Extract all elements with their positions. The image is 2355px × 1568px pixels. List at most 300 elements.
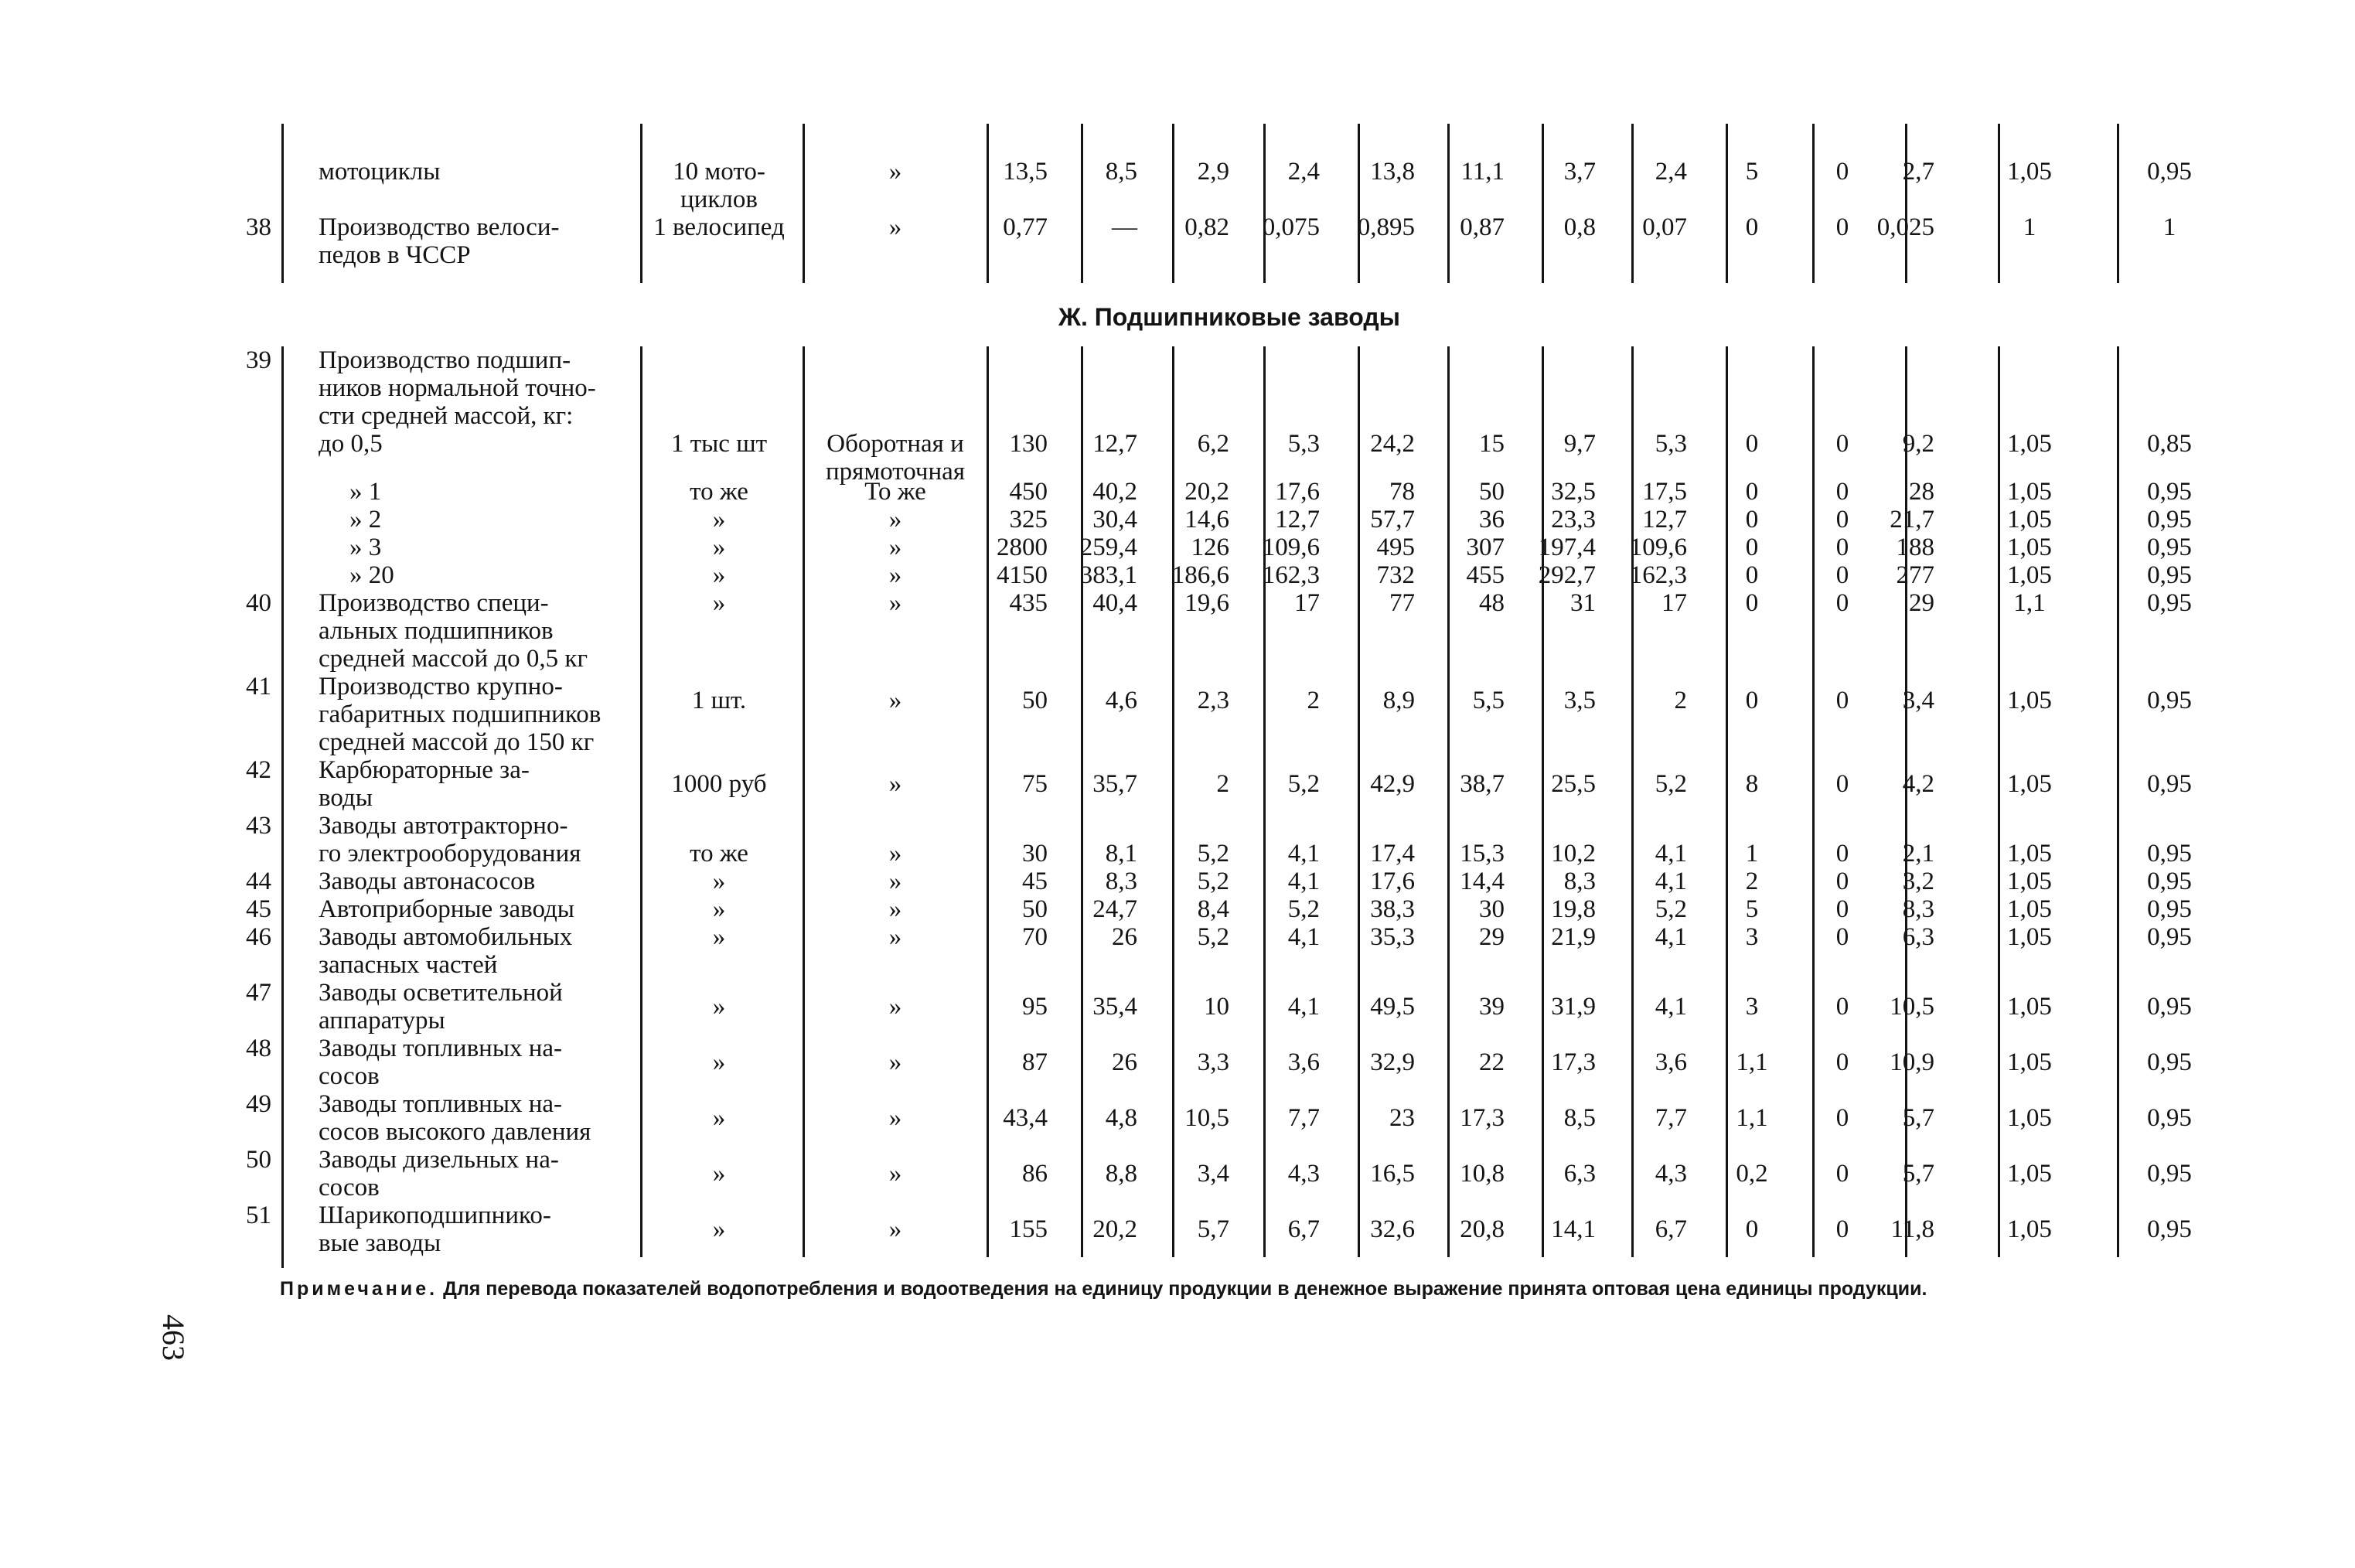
row-value: 1,05 — [2007, 895, 2052, 923]
row-value: 4,1 — [1655, 993, 1687, 1021]
row-value: 0,95 — [2147, 770, 2192, 798]
row-value: 2 — [1307, 687, 1320, 714]
row-name-line: мотоциклы — [319, 158, 441, 186]
row-value: 21,9 — [1551, 923, 1596, 951]
row-system: » — [888, 868, 902, 895]
row-value: 0,075 — [1262, 213, 1320, 241]
row-value: 8,9 — [1382, 687, 1415, 714]
row-name-line: средней массой до 150 кг — [319, 728, 595, 756]
row-value: 14,6 — [1184, 506, 1229, 533]
row-value: 0 — [1835, 770, 1849, 798]
row-value: 13,8 — [1370, 158, 1415, 186]
row-unit: 1 тыс шт — [670, 430, 768, 458]
row-value: 30 — [1022, 840, 1048, 868]
row-value: 8,5 — [1105, 158, 1137, 186]
row-unit: » — [712, 895, 726, 923]
row-unit: » — [712, 1215, 726, 1243]
row-value: 4,1 — [1287, 923, 1320, 951]
row-number: 51 — [246, 1202, 271, 1229]
row-value: 5,3 — [1655, 430, 1687, 458]
row-value: 7,7 — [1655, 1104, 1687, 1132]
row-value: 5,7 — [1902, 1160, 1934, 1188]
row-unit: » — [712, 923, 726, 951]
row-value: 1,05 — [2007, 506, 2052, 533]
row-name-line: средней массой до 0,5 кг — [319, 645, 588, 673]
row-value: 1,05 — [2007, 561, 2052, 589]
row-name-line: Автоприборные заводы — [319, 895, 574, 923]
row-value: 1,05 — [2007, 687, 2052, 714]
row-value: 2,1 — [1902, 840, 1934, 868]
column-rule — [1263, 124, 1266, 283]
row-system: То же — [864, 478, 926, 506]
row-value: 10,5 — [1184, 1104, 1229, 1132]
row-value: 6,3 — [1902, 923, 1934, 951]
row-name-line: Заводы осветительной — [319, 979, 563, 1007]
row-value: 87 — [1022, 1048, 1048, 1076]
row-value: 4,1 — [1655, 840, 1687, 868]
row-value: 732 — [1376, 561, 1415, 589]
row-value: 0,95 — [2147, 1160, 2192, 1188]
row-value: 162,3 — [1629, 561, 1687, 589]
row-unit: » — [712, 868, 726, 895]
row-value: 0 — [1835, 430, 1849, 458]
row-value: 6,7 — [1287, 1215, 1320, 1243]
row-value: 8,1 — [1105, 840, 1137, 868]
row-value: 0 — [1745, 1215, 1759, 1243]
column-rule — [987, 124, 989, 283]
row-value: 38,3 — [1370, 895, 1415, 923]
row-value: 0,895 — [1357, 213, 1415, 241]
row-value: 0 — [1835, 478, 1849, 506]
row-value: 26 — [1112, 1048, 1137, 1076]
column-rule — [1172, 346, 1174, 1257]
row-value: 5,5 — [1472, 687, 1505, 714]
column-rule — [1542, 346, 1544, 1257]
row-unit: » — [712, 561, 726, 589]
column-rule — [1542, 124, 1544, 283]
row-unit: » — [712, 1160, 726, 1188]
row-value: 57,7 — [1370, 506, 1415, 533]
row-value: 5,2 — [1287, 770, 1320, 798]
row-value: 450 — [1009, 478, 1048, 506]
column-rule — [1726, 124, 1728, 283]
row-system: » — [888, 1160, 902, 1188]
row-value: 5,2 — [1655, 895, 1687, 923]
row-value: 0,95 — [2147, 868, 2192, 895]
row-value: 30,4 — [1092, 506, 1137, 533]
row-value: 70 — [1022, 923, 1048, 951]
row-value: 16,5 — [1370, 1160, 1415, 1188]
row-value: 1 — [2162, 213, 2176, 241]
row-value: 23,3 — [1551, 506, 1596, 533]
column-rule — [1447, 124, 1450, 283]
row-value: 8,8 — [1105, 1160, 1137, 1188]
row-value: 21,7 — [1890, 506, 1934, 533]
row-system: » — [888, 993, 902, 1021]
row-name-line: габаритных подшипников — [319, 700, 602, 728]
row-value: 32,9 — [1370, 1048, 1415, 1076]
row-value: 29 — [1909, 589, 1934, 617]
column-rule — [640, 346, 642, 1257]
row-value: 1,1 — [1736, 1104, 1768, 1132]
row-value: 3,3 — [1197, 1048, 1229, 1076]
row-system: » — [888, 561, 902, 589]
row-value: 0 — [1745, 533, 1759, 561]
section-title: Ж. Подшипниковые заводы — [1058, 303, 1400, 331]
row-value: 0,95 — [2147, 589, 2192, 617]
row-value: 49,5 — [1370, 993, 1415, 1021]
row-name-line: Производство специ- — [319, 589, 549, 617]
row-value: 10,2 — [1551, 840, 1596, 868]
column-rule — [1447, 346, 1450, 1257]
row-value: 4,1 — [1287, 868, 1320, 895]
row-value: 0,95 — [2147, 1104, 2192, 1132]
row-value: 197,4 — [1538, 533, 1596, 561]
row-value: 3,2 — [1902, 868, 1934, 895]
row-value: 1,05 — [2007, 478, 2052, 506]
row-value: 14,4 — [1460, 868, 1505, 895]
row-value: 50 — [1479, 478, 1505, 506]
row-value: 25,5 — [1551, 770, 1596, 798]
row-value: 5 — [1745, 895, 1759, 923]
row-number: 39 — [246, 346, 271, 374]
page-number: 463 — [156, 1314, 191, 1361]
row-value: 0,95 — [2147, 840, 2192, 868]
row-value: 8,5 — [1563, 1104, 1596, 1132]
row-value: 1,05 — [2007, 533, 2052, 561]
column-rule — [1172, 124, 1174, 283]
row-value: 0 — [1835, 993, 1849, 1021]
row-value: 19,8 — [1551, 895, 1596, 923]
row-value: 10,9 — [1890, 1048, 1934, 1076]
row-value: 9,2 — [1902, 430, 1934, 458]
row-value: 8 — [1745, 770, 1759, 798]
row-value: 0 — [1745, 687, 1759, 714]
row-value: 30 — [1479, 895, 1505, 923]
row-value: 4,3 — [1655, 1160, 1687, 1188]
row-name-line: воды — [319, 784, 373, 812]
row-value: 5,2 — [1197, 840, 1229, 868]
column-rule — [987, 346, 989, 1257]
row-value: 17,3 — [1551, 1048, 1596, 1076]
row-system: » — [888, 1048, 902, 1076]
row-value: 0,95 — [2147, 895, 2192, 923]
row-value: 1,05 — [2007, 430, 2052, 458]
row-value: 2 — [1745, 868, 1759, 895]
row-name-line: аппаратуры — [319, 1007, 445, 1035]
row-value: 435 — [1009, 589, 1048, 617]
column-rule — [2117, 346, 2119, 1257]
column-rule — [2117, 124, 2119, 283]
row-name-line: Производство подшип- — [319, 346, 571, 374]
row-value: 3,4 — [1902, 687, 1934, 714]
row-value: 0,82 — [1184, 213, 1229, 241]
row-value: 130 — [1009, 430, 1048, 458]
row-value: 86 — [1022, 1160, 1048, 1188]
row-value: 48 — [1479, 589, 1505, 617]
row-unit: » — [712, 533, 726, 561]
row-system: » — [888, 213, 902, 241]
row-unit: то же — [690, 478, 748, 506]
row-value: 19,6 — [1184, 589, 1229, 617]
row-value: 4,1 — [1655, 868, 1687, 895]
row-name-line: » 3 — [349, 533, 382, 561]
row-name-line: ников нормальной точно- — [319, 374, 596, 402]
row-value: 0 — [1835, 213, 1849, 241]
row-system: » — [888, 158, 902, 186]
row-value: 12,7 — [1275, 506, 1320, 533]
row-name-line: вые заводы — [319, 1229, 441, 1257]
row-system: » — [888, 840, 902, 868]
row-unit: » — [712, 1048, 726, 1076]
row-value: 0 — [1835, 561, 1849, 589]
row-value: 6,7 — [1655, 1215, 1687, 1243]
row-value: 35,4 — [1092, 993, 1137, 1021]
row-value: 31 — [1570, 589, 1596, 617]
row-value: 2 — [1216, 770, 1229, 798]
row-name-line: Заводы автомобильных — [319, 923, 573, 951]
row-value: 95 — [1022, 993, 1048, 1021]
row-value: 3,6 — [1287, 1048, 1320, 1076]
row-value: 1,1 — [1736, 1048, 1768, 1076]
row-name-line: сосов — [319, 1062, 380, 1090]
row-name-line: го электрооборудования — [319, 840, 581, 868]
row-value: 22 — [1479, 1048, 1505, 1076]
row-value: 2,4 — [1655, 158, 1687, 186]
footnote — [280, 1276, 2259, 1302]
row-name-line: Шарикоподшипнико- — [319, 1202, 551, 1229]
row-name-line: альных подшипников — [319, 617, 554, 645]
row-value: 0 — [1745, 478, 1759, 506]
row-value: 12,7 — [1092, 430, 1137, 458]
row-value: 4,1 — [1655, 923, 1687, 951]
row-value: 0,87 — [1460, 213, 1505, 241]
row-value: 15,3 — [1460, 840, 1505, 868]
row-value: 0,8 — [1563, 213, 1596, 241]
column-rule — [1263, 346, 1266, 1257]
row-value: 17 — [1294, 589, 1320, 617]
column-rule — [1358, 124, 1360, 283]
column-rule — [1631, 346, 1634, 1257]
row-system: » — [888, 1215, 902, 1243]
column-rule — [640, 124, 642, 283]
row-system: » — [888, 506, 902, 533]
column-rule — [281, 346, 284, 1257]
row-number: 40 — [246, 589, 271, 617]
row-value: 3,4 — [1197, 1160, 1229, 1188]
row-value: 17,6 — [1370, 868, 1415, 895]
row-value: 0 — [1835, 158, 1849, 186]
row-value: 1,05 — [2007, 770, 2052, 798]
row-name-line: Производство крупно- — [319, 673, 563, 700]
row-value: 24,2 — [1370, 430, 1415, 458]
row-value: 0 — [1835, 1048, 1849, 1076]
row-value: 0 — [1835, 895, 1849, 923]
row-value: 32,5 — [1551, 478, 1596, 506]
row-value: 455 — [1466, 561, 1505, 589]
row-value: 8,3 — [1563, 868, 1596, 895]
row-value: 0,95 — [2147, 1215, 2192, 1243]
row-value: 109,6 — [1629, 533, 1687, 561]
row-number: 47 — [246, 979, 271, 1007]
row-value: 13,5 — [1003, 158, 1048, 186]
column-rule — [803, 124, 805, 283]
column-rule — [1812, 346, 1815, 1257]
row-number: 41 — [246, 673, 271, 700]
footnote-text: Для перевода показателей водопотребления и водоотведения на единицу продукции в денежное выражение принята оптовая цена единицы продукции. — [443, 1278, 1927, 1300]
row-value: 259,4 — [1079, 533, 1137, 561]
row-value: 1,05 — [2007, 868, 2052, 895]
row-value: 1 — [2023, 213, 2036, 241]
row-unit: 1 шт. — [691, 687, 747, 714]
row-system: » — [888, 895, 902, 923]
row-value: 0,95 — [2147, 506, 2192, 533]
row-value: 5,2 — [1655, 770, 1687, 798]
row-value: 26 — [1112, 923, 1137, 951]
row-unit: циклов — [680, 186, 758, 213]
row-name-line: Заводы дизельных на- — [319, 1146, 559, 1174]
row-number: 43 — [246, 812, 271, 840]
row-value: 17,5 — [1642, 478, 1687, 506]
row-value: 383,1 — [1079, 561, 1137, 589]
row-value: 2 — [1674, 687, 1687, 714]
row-value: 9,7 — [1563, 430, 1596, 458]
row-value: 1 — [1745, 840, 1759, 868]
row-value: 5,2 — [1287, 895, 1320, 923]
row-unit: » — [712, 993, 726, 1021]
row-value: 45 — [1022, 868, 1048, 895]
row-number: 49 — [246, 1090, 271, 1118]
column-rule — [1726, 346, 1728, 1257]
row-value: 0,95 — [2147, 993, 2192, 1021]
row-value: 0,95 — [2147, 533, 2192, 561]
row-value: 17 — [1661, 589, 1687, 617]
row-value: 5,3 — [1287, 430, 1320, 458]
row-value: 50 — [1022, 895, 1048, 923]
row-value: 0 — [1835, 1215, 1849, 1243]
row-number: 42 — [246, 756, 271, 784]
row-value: 8,3 — [1105, 868, 1137, 895]
row-name-line: » 2 — [349, 506, 382, 533]
column-rule — [1812, 124, 1815, 283]
row-value: 23 — [1389, 1104, 1415, 1132]
row-value: 7,7 — [1287, 1104, 1320, 1132]
row-value: 10,8 — [1460, 1160, 1505, 1188]
row-value: 75 — [1022, 770, 1048, 798]
row-value: — — [1112, 213, 1137, 241]
row-value: 0,95 — [2147, 923, 2192, 951]
row-value: 42,9 — [1370, 770, 1415, 798]
row-system: » — [888, 589, 902, 617]
column-rule — [1631, 124, 1634, 283]
row-system: » — [888, 770, 902, 798]
row-value: 1,05 — [2007, 993, 2052, 1021]
row-value: 0 — [1835, 923, 1849, 951]
row-name-line: Производство велоси- — [319, 213, 560, 241]
row-value: 1,05 — [2007, 840, 2052, 868]
row-value: 3,7 — [1563, 158, 1596, 186]
row-value: 2,3 — [1197, 687, 1229, 714]
row-name-line: до 0,5 — [319, 430, 383, 458]
row-value: 15 — [1479, 430, 1505, 458]
row-value: 10 — [1204, 993, 1229, 1021]
row-value: 20,8 — [1460, 1215, 1505, 1243]
row-value: 5,2 — [1197, 868, 1229, 895]
row-value: 28 — [1909, 478, 1934, 506]
row-value: 292,7 — [1538, 561, 1596, 589]
row-value: 2,7 — [1902, 158, 1934, 186]
footnote-lead: Примечание. — [280, 1278, 438, 1300]
row-value: 17,3 — [1460, 1104, 1505, 1132]
row-value: 0 — [1835, 506, 1849, 533]
row-value: 0 — [1835, 1160, 1849, 1188]
row-value: 0 — [1835, 840, 1849, 868]
row-name-line: Заводы автонасосов — [319, 868, 536, 895]
row-value: 43,4 — [1003, 1104, 1048, 1132]
row-value: 2,4 — [1287, 158, 1320, 186]
row-value: 4,6 — [1105, 687, 1137, 714]
row-value: 20,2 — [1092, 1215, 1137, 1243]
row-value: 188 — [1896, 533, 1934, 561]
row-value: 109,6 — [1262, 533, 1320, 561]
row-value: 325 — [1009, 506, 1048, 533]
row-name-line: сосов — [319, 1174, 380, 1202]
row-value: 307 — [1466, 533, 1505, 561]
row-value: 5,2 — [1197, 923, 1229, 951]
row-number: 45 — [246, 895, 271, 923]
row-system: прямоточная — [825, 458, 966, 486]
row-value: 4,3 — [1287, 1160, 1320, 1188]
row-value: 126 — [1191, 533, 1229, 561]
row-value: 1,1 — [2013, 589, 2046, 617]
row-value: 1,05 — [2007, 1215, 2052, 1243]
row-value: 38,7 — [1460, 770, 1505, 798]
row-value: 1,05 — [2007, 158, 2052, 186]
row-value: 6,3 — [1563, 1160, 1596, 1188]
row-value: 0 — [1835, 687, 1849, 714]
row-system: » — [888, 533, 902, 561]
row-unit: 10 мото- — [673, 158, 765, 186]
row-value: 36 — [1479, 506, 1505, 533]
row-value: 0,07 — [1642, 213, 1687, 241]
row-value: 11,1 — [1460, 158, 1505, 186]
row-name-line: запасных частей — [319, 951, 498, 979]
row-value: 35,3 — [1370, 923, 1415, 951]
row-name-line: сосов высокого давления — [319, 1118, 591, 1146]
row-value: 8,4 — [1197, 895, 1229, 923]
row-value: 0,2 — [1736, 1160, 1768, 1188]
row-value: 155 — [1009, 1215, 1048, 1243]
row-value: 5,7 — [1902, 1104, 1934, 1132]
row-value: 14,1 — [1551, 1215, 1596, 1243]
row-system: » — [888, 923, 902, 951]
row-value: 3 — [1745, 993, 1759, 1021]
row-value: 77 — [1389, 589, 1415, 617]
row-value: 31,9 — [1551, 993, 1596, 1021]
row-value: 0 — [1745, 506, 1759, 533]
row-value: 0,95 — [2147, 1048, 2192, 1076]
row-value: 0 — [1745, 589, 1759, 617]
row-name-line: » 1 — [349, 478, 382, 506]
row-value: 40,4 — [1092, 589, 1137, 617]
row-value: 277 — [1896, 561, 1934, 589]
row-unit: то же — [690, 840, 748, 868]
row-value: 186,6 — [1171, 561, 1229, 589]
row-system: Оборотная и — [826, 430, 964, 458]
row-value: 3,6 — [1655, 1048, 1687, 1076]
row-value: 0,025 — [1876, 213, 1934, 241]
row-value: 0,77 — [1003, 213, 1048, 241]
